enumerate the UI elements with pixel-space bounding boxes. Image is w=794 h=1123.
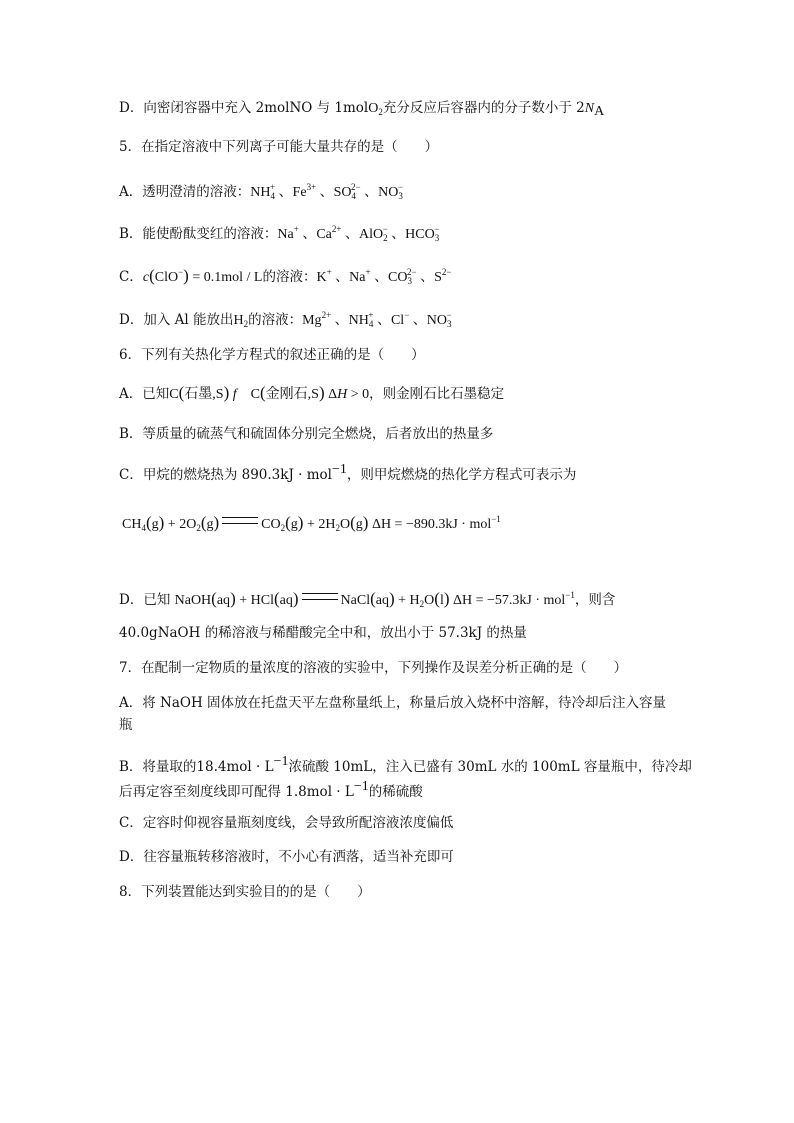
q6-option-d: D．已知 NaOH(aq) + HCl(aq) NaCl(aq) + $H_2O(l) \Delta H = -57.3kJ \cdot mol^{-1}$，则含	[119, 589, 616, 609]
q5-option-c: C．c(ClO−) = 0.1mol / L的溶液：K+ 、Na+ 、$CO_3^{2-}$ 、$S^{2-}$	[119, 266, 452, 286]
q4-option-d: D．向密闭容器中充入 2molNO 与 1molO$_2$充分反应后容器内的分子数小于 $2N_A$	[119, 100, 605, 119]
q7-stem: 7．在配制一定物质的量浓度的溶液的实验中，下列操作及误差分析正确的是（ ）	[119, 660, 628, 676]
q5-option-b: B．能使酚酞变红的溶液：Na+ 、$Ca^{2+}$ 、AlO$_2$− 、$HCO_3^-$	[119, 224, 440, 243]
q7-option-c: C．定容时仰视容量瓶刻度线，会导致所配溶液浓度偏低	[119, 815, 454, 831]
q6-option-c: C．甲烷的燃烧热为 890.3kJ · mol$^{-1}$，则甲烷燃烧的热化学方程式可表示为	[119, 462, 577, 483]
q7-option-b-cont: 后再定容至刻度线即可配得 $1.8mol \cdot L^{-1}$的稀硫酸	[119, 779, 423, 800]
q6-option-b: B．等质量的硫蒸气和硫固体分别完全燃烧，后者放出的热量多	[119, 426, 494, 442]
q7-option-a: A．将 NaOH 固体放在托盘天平左盘称量纸上，称量后放入烧杯中溶解，待冷却后注入容量	[119, 695, 667, 711]
q5-option-d: D．加入 Al 能放出$H_2$的溶液：$Mg^{2+}$ 、$NH_4^+$ 、Cl− 、$NO_3^-$	[119, 310, 452, 329]
q6-option-d-cont: 40.0gNaOH 的稀溶液与稀醋酸完全中和，放出小于 57.3kJ 的热量	[119, 625, 527, 641]
q5-option-a: A．透明澄清的溶液：$NH_4^+$ 、$Fe^{3+}$ 、$SO_4^{2-}$ 、$NO_3^-$	[119, 182, 403, 201]
q7-option-b: B．将量取的$18.4mol \cdot L^{-1}$浓硫酸 10mL，注入已盛有 30mL 水的 100mL 容量瓶中，待冷却	[119, 754, 692, 775]
q7-option-d: D．往容量瓶转移溶液时，不小心有洒落，适当补充即可	[119, 849, 454, 865]
q6-option-a: A．已知C(石墨,S) f C(金刚石,S) ΔH > 0，则金刚石比石墨稳定	[119, 383, 505, 402]
q7-option-a-cont: 瓶	[119, 717, 133, 733]
q5-stem: 5．在指定溶液中下列离子可能大量共存的是（ ）	[119, 139, 439, 155]
q8-stem: 8．下列装置能达到实验目的的是（ ）	[119, 884, 371, 900]
q6-c-equation: $CH_4(g) + 2O_2(g) CO_2(g) + 2H_2O(g) \Delta H = -890.3kJ \cdot mol^{-1}$	[122, 513, 501, 533]
q6-stem: 6．下列有关热化学方程式的叙述正确的是（ ）	[119, 347, 425, 363]
